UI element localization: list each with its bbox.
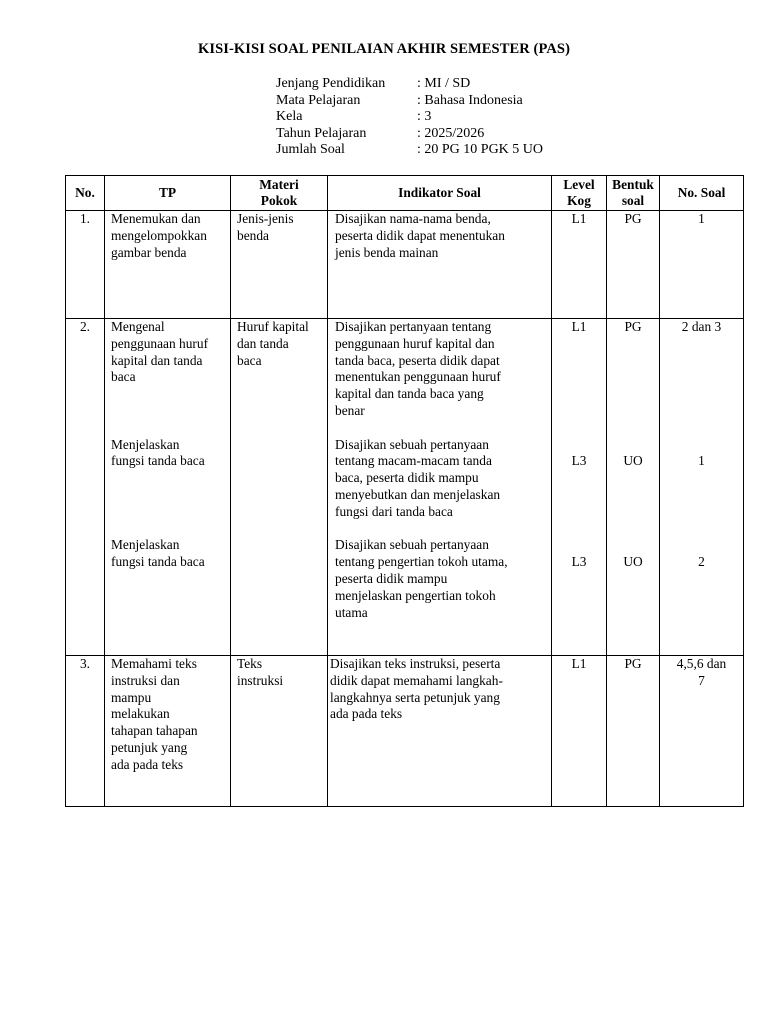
indikator-line: Disajikan nama-nama benda,	[335, 211, 491, 226]
level-value: L1	[571, 319, 587, 334]
table-row	[66, 211, 744, 319]
tp-line: fungsi tanda baca	[111, 453, 205, 469]
spacer	[607, 437, 659, 454]
document-title: KISI-KISI SOAL PENILAIAN AKHIR SEMESTER (PAS)	[197, 41, 571, 57]
meta-label: Kela	[276, 109, 303, 125]
spacer	[607, 403, 659, 420]
kisi-kisi-table	[65, 175, 744, 807]
materi-line: dan tanda	[237, 335, 289, 351]
bentuk-value: UO	[623, 453, 643, 469]
spacer	[552, 403, 606, 420]
spacer	[660, 504, 743, 521]
spacer	[607, 487, 659, 504]
indikator-line: menyebutkan dan menjelaskan	[335, 486, 501, 502]
header-materi	[231, 176, 328, 211]
header-level	[552, 176, 607, 211]
materi-line: Teks	[237, 656, 263, 671]
meta-value: : 3	[417, 109, 432, 125]
header-indikator: Indikator Soal	[328, 176, 552, 211]
tp-line: ada pada teks	[111, 756, 184, 772]
cell-bentuk: PG	[607, 656, 660, 807]
spacer	[660, 437, 743, 454]
spacer	[660, 353, 743, 370]
cell-bentuk	[607, 319, 660, 656]
header-nosoal: No. Soal	[660, 176, 744, 211]
cell-nosoal	[660, 656, 744, 807]
document-meta	[276, 76, 543, 159]
cell-indikator	[328, 656, 552, 807]
indikator-line: penggunaan huruf kapital dan	[335, 335, 495, 351]
spacer	[660, 537, 743, 554]
tp-line: gambar benda	[111, 244, 187, 260]
tp-line: kapital dan tanda	[111, 352, 203, 368]
spacer	[552, 437, 606, 454]
meta-row-jumlah	[276, 142, 543, 159]
spacer	[660, 336, 743, 353]
bentuk-value: PG	[624, 319, 642, 334]
cell-nosoal: 1	[660, 211, 744, 319]
indikator-line: ada pada teks	[330, 706, 403, 722]
nosoal-line: 7	[698, 672, 705, 688]
materi-line: baca	[237, 352, 262, 368]
meta-value: : 20 PG 10 PGK 5 UO	[417, 142, 544, 158]
meta-label: Tahun Pelajaran	[276, 125, 367, 141]
nosoal-value: 1	[698, 453, 705, 469]
tp-line: mampu	[111, 689, 152, 705]
tp-line: petunjuk yang	[111, 739, 188, 755]
cell-materi	[231, 319, 328, 656]
cell-indikator	[328, 211, 552, 319]
spacer	[607, 386, 659, 403]
materi-line: instruksi	[237, 672, 284, 688]
cell-nosoal	[660, 319, 744, 656]
spacer	[660, 369, 743, 386]
cell-no: 2.	[66, 319, 105, 656]
spacer	[552, 336, 606, 353]
indikator-line: peserta didik mampu	[335, 570, 448, 586]
meta-value: : 2025/2026	[417, 125, 485, 141]
indikator-line: tanda baca, peserta didik dapat	[335, 352, 500, 368]
header-level-line2: Kog	[567, 193, 591, 208]
header-level-line1: Level	[563, 177, 595, 193]
spacer	[111, 504, 228, 521]
cell-level	[552, 319, 607, 656]
cell-tp	[105, 656, 231, 807]
spacer	[607, 336, 659, 353]
cell-tp	[105, 211, 231, 319]
header-materi-line2: Pokok	[260, 193, 298, 208]
indikator-line: tentang pengertian tokoh utama,	[335, 554, 508, 570]
nosoal-value: 2 dan 3	[681, 319, 722, 334]
header-no: No.	[66, 176, 105, 211]
spacer	[607, 537, 659, 554]
spacer	[552, 353, 606, 370]
tp-line: Mengenal	[111, 319, 165, 334]
nosoal-line: 4,5,6 dan	[676, 656, 727, 671]
cell-no: 3.	[66, 656, 105, 807]
materi-line: benda	[237, 227, 269, 243]
materi-line: Jenis-jenis	[237, 211, 294, 226]
bentuk-value: UO	[623, 554, 643, 570]
spacer	[111, 470, 228, 487]
spacer	[607, 504, 659, 521]
indikator-line: fungsi dari tanda baca	[335, 503, 453, 519]
tp-line: mengelompokkan	[111, 227, 207, 243]
tp-line: instruksi dan	[111, 672, 180, 688]
meta-row-mapel	[276, 93, 543, 110]
indikator-line: kapital dan tanda baca yang	[335, 386, 484, 402]
table-row	[66, 656, 744, 807]
indikator-line: baca, peserta didik mampu	[335, 470, 479, 486]
table-header-row	[66, 176, 744, 211]
indikator-line: jenis benda mainan	[335, 244, 439, 260]
tp-line: Menjelaskan	[111, 436, 180, 452]
indikator-line: menjelaskan pengertian tokoh	[335, 587, 496, 603]
level-value: L3	[571, 554, 587, 570]
spacer	[552, 537, 606, 554]
meta-label: Jumlah Soal	[276, 142, 345, 158]
cell-no: 1.	[66, 211, 105, 319]
spacer	[607, 420, 659, 437]
header-bentuk-line1: Bentuk	[612, 177, 654, 193]
spacer	[607, 353, 659, 370]
nosoal-value: 2	[698, 554, 705, 570]
spacer	[111, 386, 228, 403]
header-materi-line1: Materi	[259, 177, 299, 193]
tp-line: fungsi tanda baca	[111, 554, 205, 570]
cell-materi	[231, 656, 328, 807]
indikator-line: benar	[335, 402, 365, 418]
spacer	[660, 487, 743, 504]
tp-line: baca	[111, 369, 136, 385]
indikator-line: peserta didik dapat menentukan	[335, 227, 505, 243]
indikator-line: langkahnya serta petunjuk yang	[330, 689, 500, 705]
indikator-line: Disajikan teks instruksi, peserta	[330, 656, 501, 671]
meta-row-jenjang	[276, 76, 543, 93]
spacer	[660, 403, 743, 420]
spacer	[552, 521, 606, 538]
spacer	[660, 521, 743, 538]
cell-indikator	[328, 319, 552, 656]
meta-value: : Bahasa Indonesia	[417, 92, 523, 108]
indikator-line: utama	[335, 604, 368, 620]
indikator-line: Disajikan pertanyaan tentang	[335, 319, 492, 334]
meta-row-kelas	[276, 109, 543, 126]
cell-tp	[105, 319, 231, 656]
indikator-line: tentang macam-macam tanda	[335, 453, 492, 469]
tp-line: Menjelaskan	[111, 537, 180, 553]
tp-line: penggunaan huruf	[111, 335, 209, 351]
spacer	[335, 521, 543, 538]
level-value: L3	[571, 453, 587, 469]
spacer	[552, 369, 606, 386]
tp-line: Memahami teks	[111, 656, 197, 671]
spacer	[607, 521, 659, 538]
spacer	[607, 369, 659, 386]
materi-line: Huruf kapital	[237, 319, 309, 334]
indikator-line: Disajikan sebuah pertanyaan	[335, 436, 489, 452]
tp-line: melakukan	[111, 706, 170, 722]
cell-level: L1	[552, 211, 607, 319]
meta-label: Jenjang Pendidikan	[276, 76, 386, 91]
tp-line: Menemukan dan	[111, 211, 201, 226]
indikator-line: didik dapat memahami langkah-	[330, 672, 503, 688]
indikator-line: menentukan penggunaan huruf	[335, 369, 501, 385]
header-tp: TP	[105, 176, 231, 211]
spacer	[111, 521, 228, 538]
cell-level: L1	[552, 656, 607, 807]
spacer	[552, 386, 606, 403]
spacer	[552, 504, 606, 521]
meta-value: : MI / SD	[417, 76, 471, 91]
table-row	[66, 319, 744, 656]
indikator-line: Disajikan sebuah pertanyaan	[335, 537, 489, 553]
spacer	[111, 403, 228, 420]
spacer	[552, 420, 606, 437]
spacer	[552, 487, 606, 504]
tp-line: tahapan tahapan	[111, 723, 198, 739]
header-bentuk	[607, 176, 660, 211]
cell-bentuk: PG	[607, 211, 660, 319]
spacer	[660, 420, 743, 437]
spacer	[111, 487, 228, 504]
spacer	[111, 420, 228, 437]
header-bentuk-line2: soal	[621, 193, 645, 208]
spacer	[335, 420, 543, 437]
meta-row-tahun	[276, 126, 543, 143]
spacer	[552, 470, 606, 487]
spacer	[660, 470, 743, 487]
spacer	[607, 470, 659, 487]
cell-materi	[231, 211, 328, 319]
meta-label: Mata Pelajaran	[276, 92, 361, 108]
spacer	[660, 386, 743, 403]
